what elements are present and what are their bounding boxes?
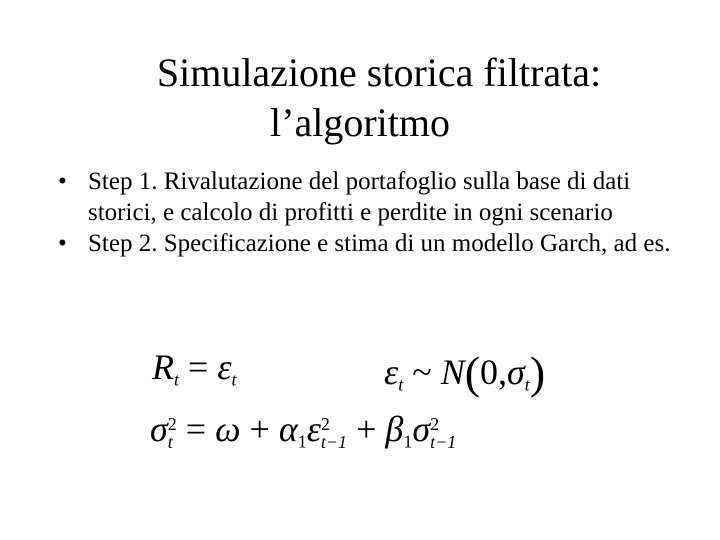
equation-returns: $R_t = \varepsilon_t$ (152, 347, 237, 390)
bullet-item-step1 (58, 166, 698, 228)
title-line-2: l’algoritmo (270, 100, 450, 145)
bullet-marker: • (58, 168, 67, 195)
bullet-marker: • (58, 230, 67, 257)
bullet-item-step2 (58, 228, 698, 259)
bullet-text-step2: Step 2. Specificazione e stima di un modello Garch, ad es. (88, 230, 671, 257)
slide-title (0, 48, 720, 148)
equation-garch-variance: σ 2 t = $\omega + \alpha_1\varepsilon$ 2 t−1 + $\beta_1\sigma$ 2 t−1 (150, 409, 457, 452)
bullet-text-step1: Step 1. Rivalutazione del portafoglio sulla base di dati storici, e calcolo di profitti e perdite in ogni scenario (88, 168, 631, 226)
equation-distribution: $\varepsilon_t$ ~ $N(0,\sigma_t)$ (384, 347, 546, 398)
bullet-list (58, 166, 698, 259)
title-line-1: Simulazione storica filtrata: (156, 50, 602, 95)
